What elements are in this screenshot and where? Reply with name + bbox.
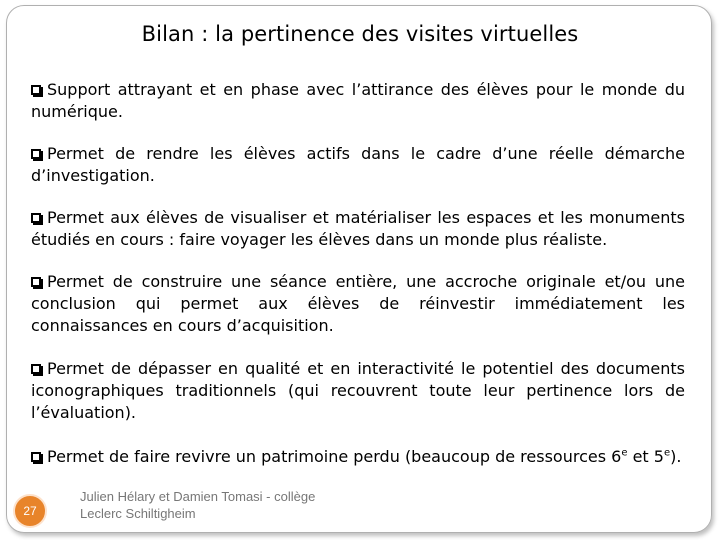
footer-line: Leclerc Schiltigheim — [80, 506, 196, 521]
bullet-item: Permet de dépasser en qualité et en interactivité le potentiel des documents iconographiques traditionnels (qui recouvrent toute leur pertinence lors de l’évaluation). — [31, 359, 685, 422]
checkbox-square-icon — [31, 85, 41, 95]
checkbox-square-icon — [31, 364, 41, 374]
bullet-item: Permet de rendre les élèves actifs dans le cadre d’une réelle démarche d’investigation. — [31, 144, 685, 185]
bullet-list — [31, 79, 685, 468]
slide-title: Bilan : la pertinence des visites virtuelles — [141, 22, 579, 46]
bullet-item: Permet aux élèves de visualiser et matérialiser les espaces et les monuments étudiés en cours : faire voyager les élèves dans un monde plus réaliste. — [31, 208, 685, 249]
footer-credits — [80, 488, 315, 522]
bullet-item: Permet de construire une séance entière, une accroche originale et/ou une conclusion qui permet aux élèves de réinvestir immédiatement les connaissances en cours d’acquisition. — [31, 272, 685, 335]
bullet-item: Permet de faire revivre un patrimoine perdu (beaucoup de ressources 6e et 5e). — [31, 446, 685, 468]
footer-line: Julien Hélary et Damien Tomasi - collège — [80, 489, 316, 504]
checkbox-square-icon — [31, 452, 41, 462]
checkbox-square-icon — [31, 277, 41, 287]
checkbox-square-icon — [31, 213, 41, 223]
page-number-badge: 27 — [13, 494, 47, 528]
checkbox-square-icon — [31, 149, 41, 159]
bullet-item: Support attrayant et en phase avec l’attirance des élèves pour le monde du numérique. — [31, 80, 685, 121]
